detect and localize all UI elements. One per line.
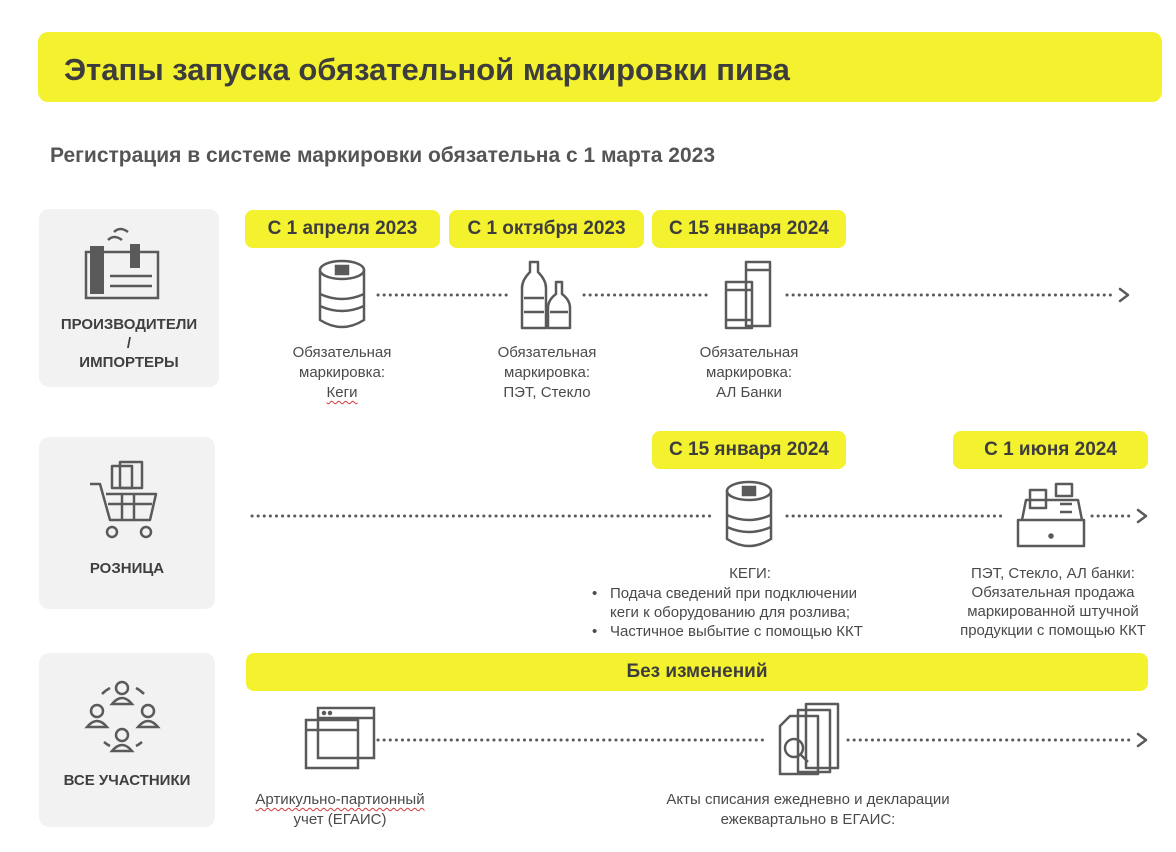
page-title: Этапы запуска обязательной маркировки пива <box>64 52 790 87</box>
retail-label: РОЗНИЦА <box>89 560 165 577</box>
documents-search-icon <box>780 704 838 774</box>
participants-icon <box>87 682 158 751</box>
producers-caption-3: Обязательная маркировка: АЛ Банки <box>699 344 799 401</box>
producers-caption-2: Обязательная маркировка: ПЭТ, Стекло <box>497 344 597 401</box>
egais-acts-caption: Акты списания ежедневно и декларации ежеквартально в ЕГАИС: <box>666 791 950 828</box>
date-badge-producers-1: С 1 апреля 2023 <box>245 210 440 248</box>
date-badge-producers-3: С 15 января 2024 <box>652 210 846 248</box>
keg-icon <box>727 482 771 546</box>
arrow-head-icon <box>1120 289 1128 301</box>
egais-accounting-caption: Артикульно-партионный учет (ЕГАИС) <box>255 791 425 828</box>
bottles-icon <box>522 262 570 328</box>
no-changes-banner: Без изменений <box>246 653 1148 691</box>
arrow-head-icon <box>1138 734 1146 746</box>
date-badge-retail-1: С 15 января 2024 <box>652 431 846 469</box>
window-icon <box>306 708 374 768</box>
factory-icon <box>86 229 158 298</box>
retail-kegs-heading: КЕГИ: <box>729 565 771 582</box>
cash-register-icon <box>1018 484 1084 546</box>
retail-pet-caption: ПЭТ, Стекло, АЛ банки: Обязательная продажа маркированной штучной продукции с помощью ККТ <box>960 565 1146 639</box>
arrow-head-icon <box>1138 510 1146 522</box>
date-badge-producers-2: С 1 октября 2023 <box>449 210 644 248</box>
page-subtitle: Регистрация в системе маркировки обязательна с 1 марта 2023 <box>50 144 716 167</box>
keg-icon <box>320 261 364 327</box>
retail-kegs-bullets: • Подача сведений при подключении кеги к оборудованию для розлива; • Частичное выбытие с помощью ККТ <box>592 585 863 640</box>
shopping-cart-icon <box>90 462 156 537</box>
producers-caption-1: Обязательная маркировка: Кеги <box>292 344 392 401</box>
cans-icon <box>726 262 770 328</box>
producers-label: ПРОИЗВОДИТЕЛИ / ИМПОРТЕРЫ <box>60 316 198 371</box>
date-badge-retail-2: С 1 июня 2024 <box>953 431 1148 469</box>
all-participants-label: ВСЕ УЧАСТНИКИ <box>63 772 191 789</box>
